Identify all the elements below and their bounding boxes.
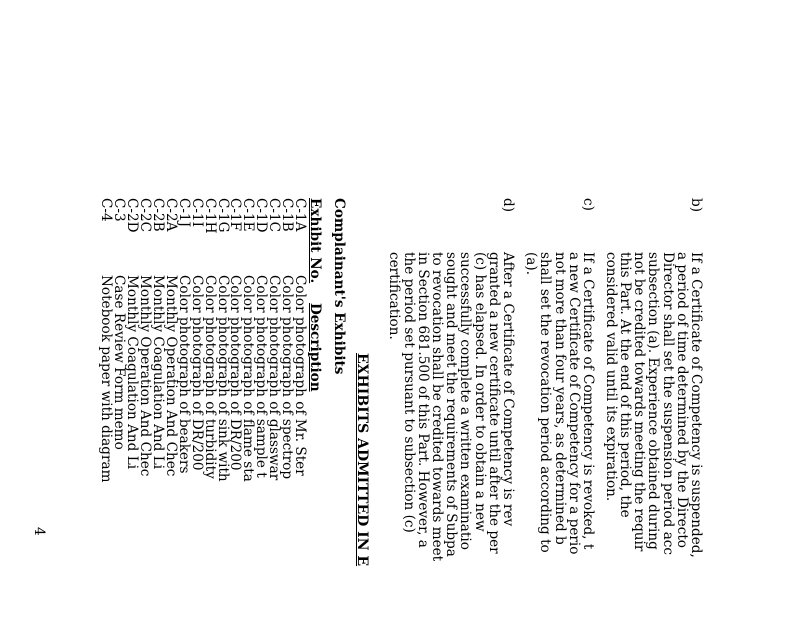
exhibit-description: Color photograph of DR/200 (188, 275, 205, 471)
paragraph-line: (a). (523, 252, 540, 276)
exhibit-description: Monthly Operation And Chec (163, 275, 179, 477)
exhibit-description: Notebook paper with diagram (98, 275, 115, 483)
paragraph-line: sought and meet the requirements of Subpa (443, 252, 460, 557)
paragraph-line: granted a new certificate until after the per (485, 252, 502, 554)
exhibit-description: Color photograph of spectrop (279, 275, 296, 480)
paragraph-line: in Section 681.500 of this Part. However, a (414, 252, 431, 548)
exhibit-description: Monthly Coagulation And Li (150, 275, 167, 470)
paragraph-b (604, 252, 703, 558)
exhibit-number: C-1J (175, 198, 192, 228)
exhibit-description: Color photograph of glasswar (266, 275, 283, 481)
paragraph-line: successfully complete a written examinatio (457, 252, 474, 550)
paragraph-line: shall set the revocation period according to (537, 252, 554, 553)
paragraph-c (524, 252, 595, 554)
paragraph-line: If a Certificate of Competency is suspended, (688, 252, 704, 558)
exhibit-description: Color photograph of DR/200 (227, 275, 244, 471)
paragraph-marker-c: c) (580, 198, 596, 211)
column-header-exhibit-no: Exhibit No. (307, 198, 323, 284)
exhibit-description: Monthly Operation And Chec (137, 275, 154, 477)
paragraph-d (387, 252, 515, 561)
exhibit-number: C-2D (124, 198, 141, 233)
exhibit-description: Color photograph of Mr. Ster (292, 275, 308, 476)
page-number: 4 (31, 527, 47, 536)
exhibit-number: C-2A (163, 198, 179, 232)
complainant-exhibits-subheading: Complainant's Exhibits (331, 198, 347, 375)
exhibit-number: C-1C (266, 198, 283, 233)
paragraph-line: not more than four years, as determined b (551, 252, 568, 545)
exhibit-description: Case Review Form memo (111, 275, 128, 450)
paragraph-marker-b: b) (688, 198, 704, 213)
exhibit-number: C-1E (240, 198, 257, 232)
paragraph-line: a period of time determined by the Directo (673, 252, 690, 548)
exhibit-number: C-1D (253, 198, 270, 233)
paragraph-line: If a Certificate of Competency is revoked, t (580, 252, 596, 550)
exhibit-description: Color photograph of beakers (175, 275, 192, 474)
exhibit-number: C-2B (150, 198, 167, 232)
paragraph-marker-d: d) (500, 198, 516, 213)
paragraph-line: After a Certificate of Competency is rev (500, 252, 516, 527)
exhibit-number: C-1A (292, 198, 308, 232)
exhibit-number: C-1F (227, 198, 244, 232)
exhibit-number: C-1B (279, 198, 296, 232)
exhibits-heading: EXHIBITS ADMITTED IN E (354, 353, 370, 567)
exhibit-description: Color photograph of turbidity (201, 275, 218, 479)
exhibit-number: C-2C (137, 198, 154, 233)
exhibit-description: Monthly Coagulation And Li (124, 275, 141, 470)
exhibit-number: C-4 (98, 198, 115, 222)
paragraph-line: subsection (a). Experience obtained during (645, 252, 662, 550)
exhibit-number: C-1G (214, 198, 231, 233)
paragraph-line: considered valid until its expiration. (602, 252, 619, 502)
exhibit-description: Color photograph of sample t (253, 275, 270, 478)
paragraph-line: the period set pursuant to subsection (c) (400, 252, 417, 533)
paragraph-line: to revocation shall be credited towards meet (428, 252, 445, 562)
paragraph-line: a new Certificate of Competency for a perio (565, 252, 582, 555)
paragraph-line: Director shall set the suspension period acc (659, 252, 676, 556)
exhibit-number: C-3 (111, 198, 128, 222)
exhibit-description: Color photograph of flame sta (240, 275, 257, 482)
paragraph-line: this Part. At the end of this period, the (616, 252, 633, 518)
paragraph-line: certification. (386, 252, 403, 340)
exhibit-description: Color photograph of sink with (214, 275, 231, 482)
exhibit-number: C-1H (201, 198, 218, 234)
paragraph-line: (c) has elapsed. In order to obtain a new (471, 252, 488, 532)
column-header-description: Description (307, 303, 323, 392)
paragraph-line: not be credited towards meeting the requir (631, 252, 648, 552)
exhibit-number: C-1I (188, 198, 205, 228)
